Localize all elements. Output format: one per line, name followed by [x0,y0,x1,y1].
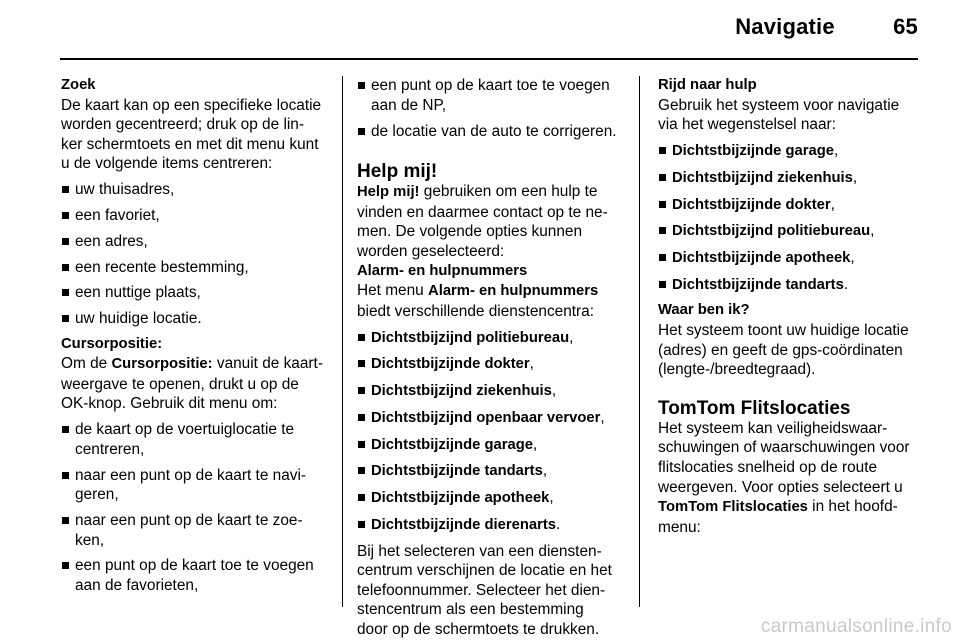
list-item: Dichtstbijzijnde garage, [658,141,922,162]
closing-line: centrum verschijnen de locatie en het [357,562,612,580]
zoek-heading: Zoek [61,77,96,93]
list-item: een punt op de kaart toe te voegen aan de NP, [357,76,627,115]
list-item: Dichtstbijzijnde garage, [357,435,627,456]
list-item: Dichtstbijzijnd politiebureau, [357,328,627,349]
tomtom-line: Het systeem kan veiligheidswaar- [658,419,888,437]
zoek-line: ker schermtoets en met dit menu kunt [61,135,319,153]
rijd-heading: Rijd naar hulp [658,77,757,93]
list-item: Dichtstbijzijnde tandarts, [357,461,627,482]
tomtom-heading: TomTom Flitslocaties [658,397,851,419]
watermark: carmanualsonline.info [760,616,952,637]
continued-list [357,76,627,141]
list-item: uw huidige locatie. [61,309,331,329]
list-item: een recente bestemming, [61,258,331,278]
list-item: Dichtstbijzijnd openbaar vervoer, [357,408,627,429]
column-1 [61,76,331,596]
list-item: een nuttige plaats, [61,283,331,303]
tomtom-line: weergeven. Voor opties selecteert u [658,478,903,496]
column-divider-1 [342,76,343,607]
help-line: worden geselecteerd: [357,242,505,260]
help-line: men. De volgende opties kunnen [357,223,583,241]
list-item: een punt op de kaart toe te voegen aan de favorieten, [61,556,331,595]
list-item: Dichtstbijzijnde tandarts. [658,275,922,296]
rijd-line: via het wegenstelsel naar: [658,116,836,134]
cursor-line: Om de Cursorpositie: vanuit de kaart- [61,355,323,373]
waar-line: (lengte-/breedtegraad). [658,361,816,379]
cursor-line: weergave te openen, drukt u op de [61,375,299,393]
tomtom-line: menu: [658,518,701,536]
zoek-line: De kaart kan op een specifieke locatie [61,96,322,114]
rijd-list [658,141,922,296]
tomtom-line: TomTom Flitslocaties in het hoofd- [658,498,898,516]
help-heading: Help mij! [357,161,438,183]
alarm-line: biedt verschillende dienstencentra: [357,302,594,320]
alarm-list [357,328,627,536]
column-3 [658,76,922,537]
cursor-heading: Cursorpositie: [61,335,163,352]
section-title: Navigatie [735,14,835,39]
rijd-line: Gebruik het systeem voor navigatie [658,96,900,114]
list-item: de locatie van de auto te corrigeren. [357,122,627,142]
list-item: een adres, [61,232,331,252]
list-item: de kaart op de voertuiglocatie te centreren, [61,420,331,459]
zoek-list [61,180,331,329]
list-item: Dichtstbijzijnde dokter, [357,354,627,375]
header-rule [60,58,918,60]
page-header [735,14,918,40]
closing-line: telefoonnummer. Selecteer het dien- [357,581,606,599]
zoek-line: u de volgende items centreren: [61,155,273,173]
closing-line: Bij het selecteren van een diensten- [357,542,602,560]
column-2 [357,76,627,640]
help-line: Help mij! gebruiken om een hulp te [357,183,598,201]
list-item: Dichtstbijzijnde apotheek, [357,488,627,509]
list-item: naar een punt op de kaart te navi- geren, [61,466,331,505]
help-line: vinden en daarmee contact op te ne- [357,203,608,221]
waar-line: Het systeem toont uw huidige locatie [658,322,909,340]
tomtom-line: flitslocaties snelheid op de route [658,459,878,477]
tomtom-line: schuwingen of waarschuwingen voor [658,439,910,457]
list-item: Dichtstbijzijnd politiebureau, [658,221,922,242]
zoek-line: worden gecentreerd; druk op de lin- [61,116,304,134]
list-item: Dichtstbijzijnde apotheek, [658,248,922,269]
list-item: een favoriet, [61,206,331,226]
list-item: uw thuisadres, [61,180,331,200]
list-item: Dichtstbijzijnd ziekenhuis, [357,381,627,402]
page-number: 65 [893,14,918,39]
closing-line: stencentrum als een bestemming [357,601,584,619]
column-divider-2 [639,76,640,607]
cursor-list [61,420,331,595]
closing-line: door op de schermtoets te drukken. [357,620,600,638]
list-item: naar een punt op de kaart te zoe- ken, [61,511,331,550]
list-item: Dichtstbijzijnde dierenarts. [357,515,627,536]
waar-heading: Waar ben ik? [658,302,750,319]
alarm-line: Het menu Alarm- en hulpnummers [357,282,599,300]
alarm-heading: Alarm- en hulpnummers [357,262,528,279]
waar-line: (adres) en geeft de gps-coördinaten [658,341,903,359]
list-item: Dichtstbijzijnde dokter, [658,195,922,216]
list-item: Dichtstbijzijnd ziekenhuis, [658,168,922,189]
cursor-line: OK-knop. Gebruik dit menu om: [61,395,278,413]
